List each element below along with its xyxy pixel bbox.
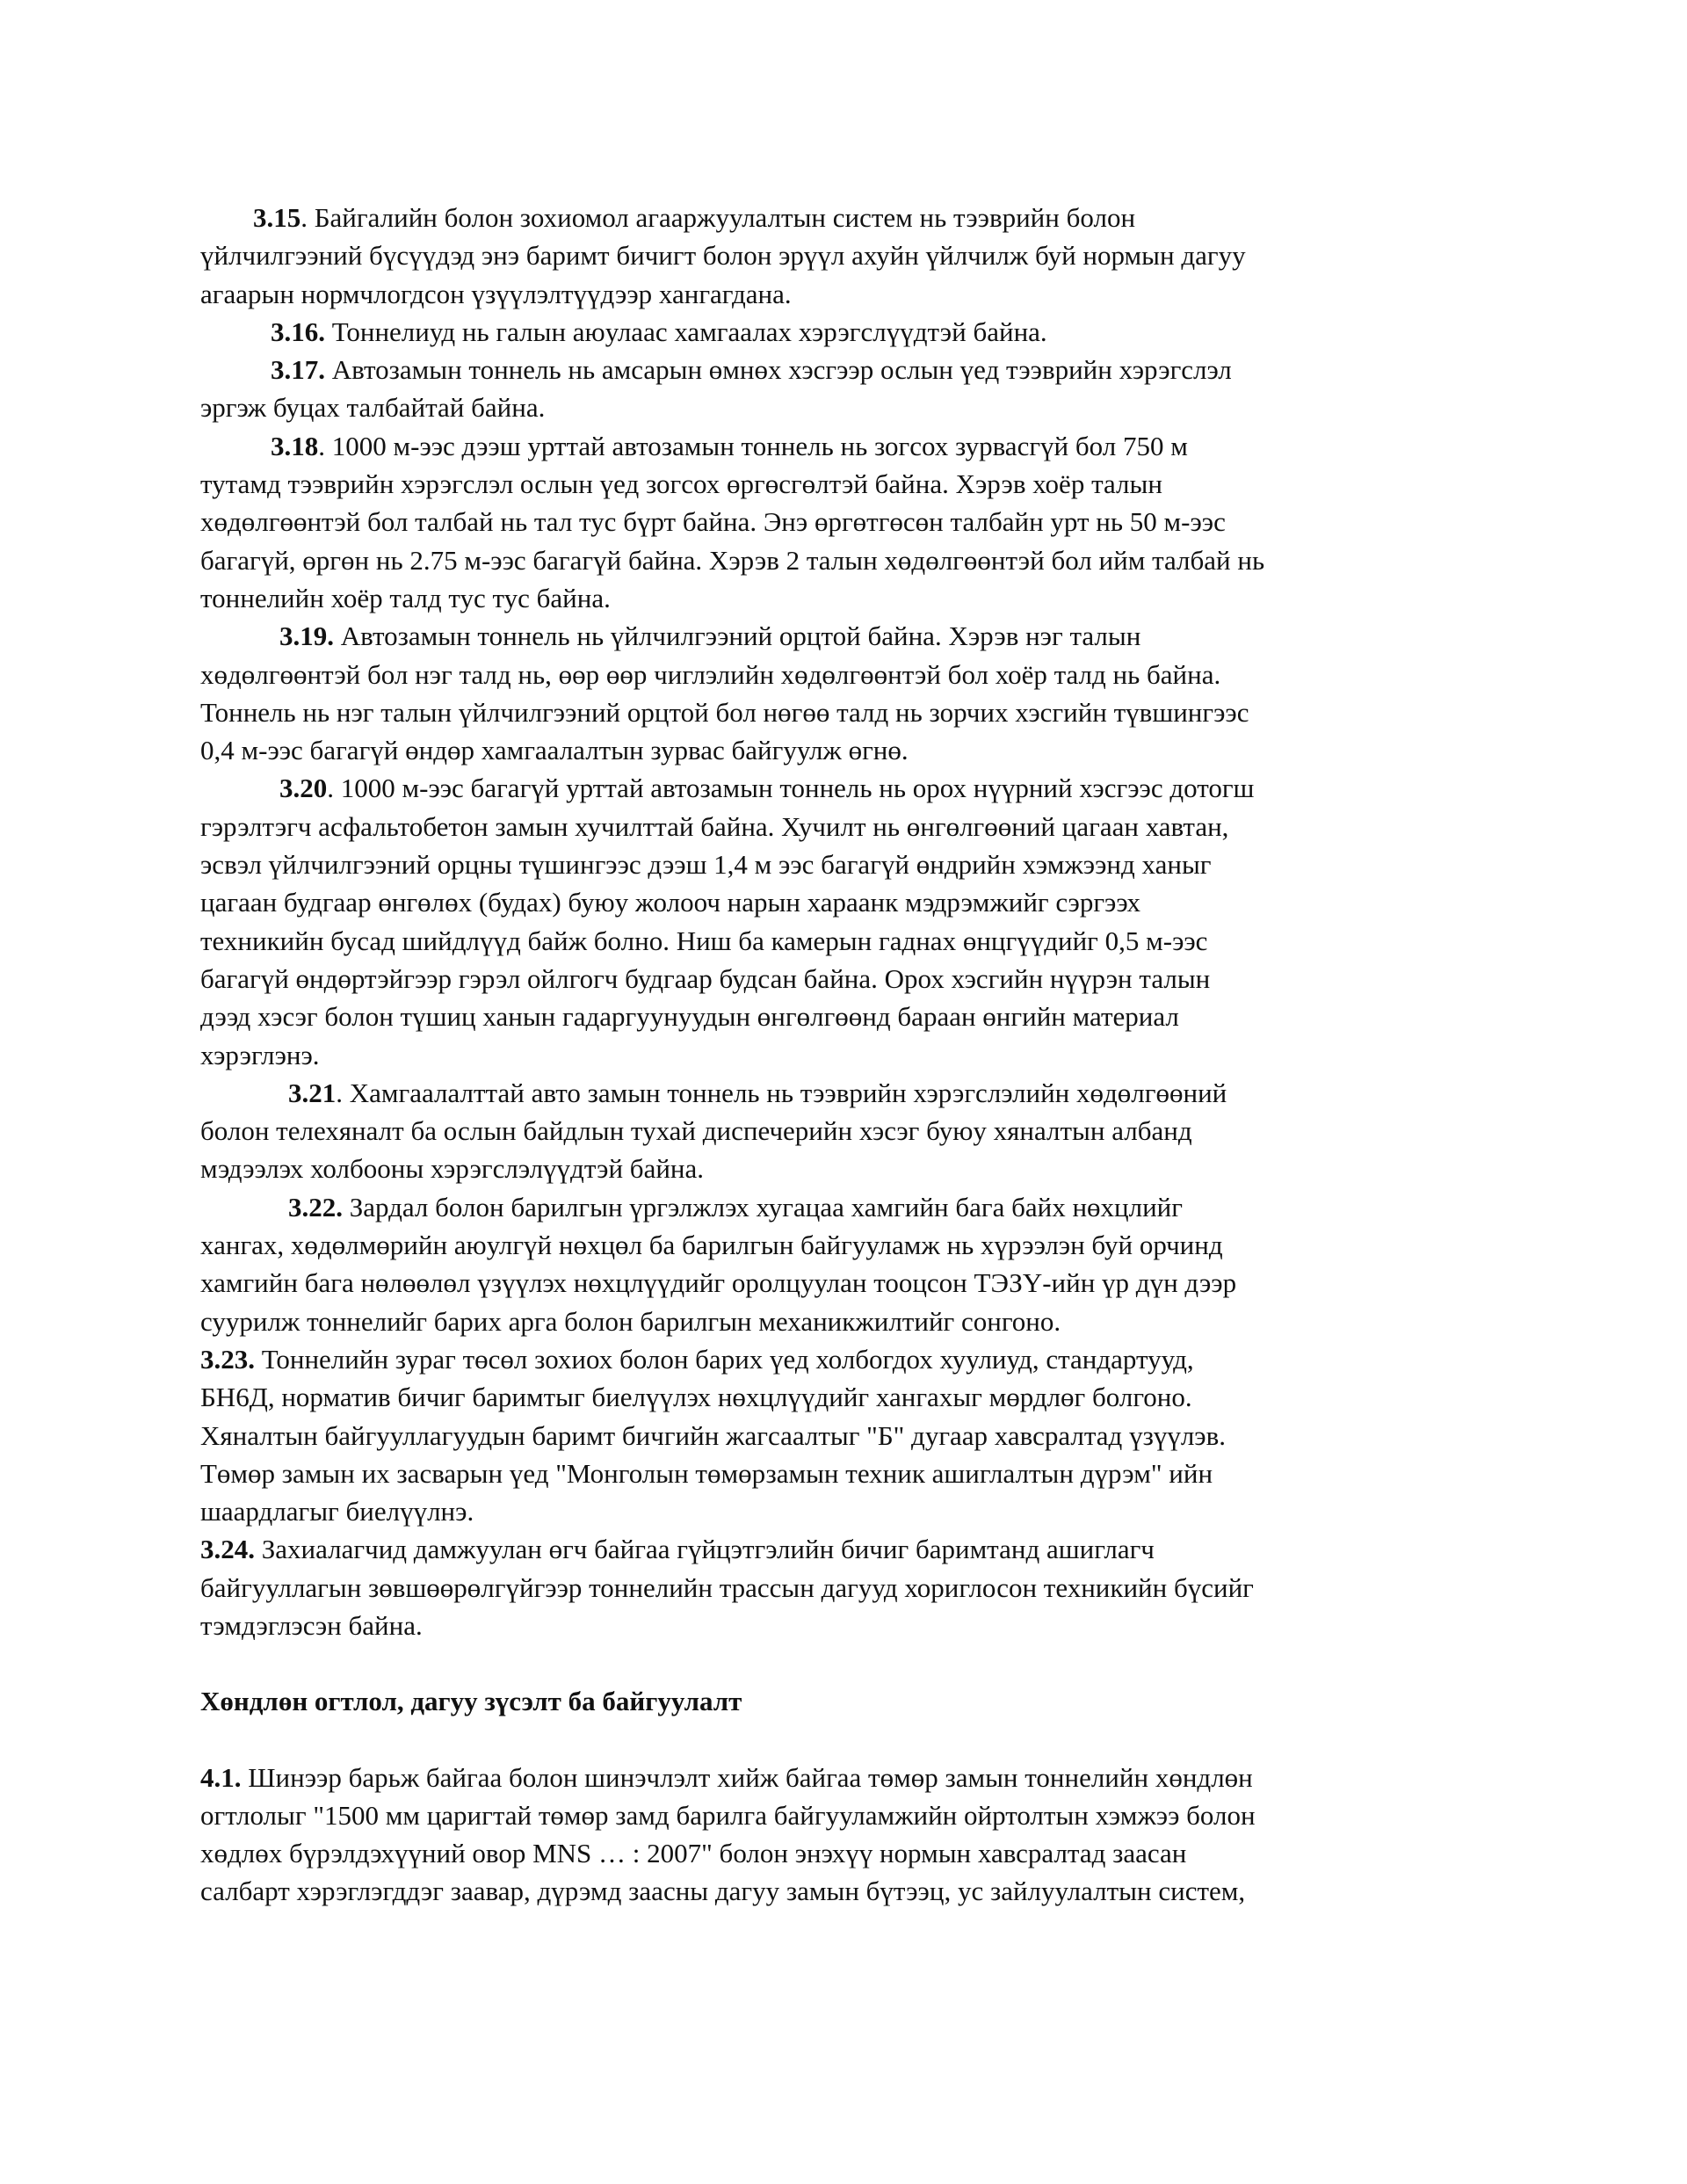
paragraph-line: багагүй өндөртэйгээр гэрэл ойлгогч будгаар будсан байна. Орох хэсгийн нүүрэн талын [200,962,1211,994]
paragraph-line: хэрэглэнэ. [200,1039,320,1070]
paragraph-3-15 [200,199,1492,313]
section-heading: Хөндлөн огтлол, дагуу зүсэлт ба байгуулалт [200,1686,742,1717]
paragraph-3-24 [200,1530,1492,1644]
paragraph-line: цагаан будгаар өнгөлөх (будах) буюу жолооч нарын хараанк мэдрэмжийг сэргээх [200,887,1140,918]
paragraph-3-23 [200,1340,1492,1530]
paragraph-line: шаардлагыг биелүүлнэ. [200,1496,474,1527]
paragraph-3-21 [200,1074,1492,1188]
paragraph-line: БН6Д, норматив бичиг баримтыг биелүүлэх нөхцлүүдийг хангахыг мөрдлөг болгоно. [200,1382,1192,1413]
paragraph-3-16 [200,313,1492,351]
paragraph-number: 3.20 [279,773,328,804]
paragraph-line: багагүй, өргөн нь 2.75 м-ээс багагүй байна. Хэрэв 2 талын хөдөлгөөнтэй бол ийм талбай нь [200,544,1265,576]
paragraph-line: болон телехяналт ба ослын байдлын тухай диспечерийн хэсэг буюу хяналтын албанд [200,1115,1192,1147]
paragraph-line: Хяналтын байгууллагуудын баримт бичгийн жагсаалтыг "Б" дугаар хавсралтад үзүүлэв. [200,1419,1226,1451]
section-3-paragraphs [200,199,1492,1644]
paragraph-4-1 [200,1759,1492,1911]
paragraph-number: 3.16. [271,316,325,347]
spacer [200,1721,1492,1759]
paragraph-line: агаарын нормчлогдсон үзүүлэлтүүдээр хангагдана. [200,278,792,309]
paragraph-line: тэмдэглэсэн байна. [200,1609,423,1641]
paragraph-line: Төмөр замын их засварын үед "Монголын төмөрзамын техник ашиглалтын дүрэм" ийн [200,1457,1213,1489]
paragraph-line: Зардал болон барилгын үргэлжлэх хугацаа хамгийн бага байх нөхцлийг [343,1191,1183,1223]
paragraph-line: Автозамын тоннель нь үйлчилгээний орцтой байна. Хэрэв нэг талын [334,620,1141,652]
paragraph-line: Автозамын тоннель нь амсарын өмнөх хэсгээр ослын үед тээврийн хэрэгслэл [325,354,1232,386]
paragraph-line: тутамд тээврийн хэрэгслэл ослын үед зогсох өргөсгөлтэй байна. Хэрэв хоёр талын [200,468,1162,500]
paragraph-number: 4.1. [200,1761,242,1793]
paragraph-line: Тоннелийн зураг төсөл зохиох болон барих үед холбогдох хуулиуд, стандартууд, [255,1343,1194,1375]
paragraph-3-20 [200,769,1492,1073]
paragraph-line: Шинээр барьж байгаа болон шинэчлэлт хийж байгаа төмөр замын тоннелийн хөндлөн [241,1761,1253,1793]
paragraph-line: мэдээлэх холбооны хэрэгслэлүүдтэй байна. [200,1153,705,1185]
paragraph-number: 3.23. [200,1343,255,1375]
paragraph-number: 3.21 [288,1077,337,1108]
paragraph-line: огтлолыг "1500 мм царигтай төмөр замд барилга байгууламжийн ойртолтын хэмжээ болон [200,1799,1256,1831]
paragraph-line: . 1000 м-ээс дээш урттай автозамын тоннель нь зогсох зурвасгүй бол 750 м [318,430,1188,461]
paragraph-number: 3.17. [271,354,325,386]
paragraph-number: 3.24. [200,1534,255,1565]
paragraph-number: 3.18 [271,430,319,461]
paragraph-line: хөдлөх бүрэлдэхүүний овор MNS … : 2007" болон энэхүү нормын хавсралтад заасан [200,1838,1187,1869]
paragraph-3-19 [200,617,1492,769]
paragraph-3-18 [200,427,1492,617]
paragraph-line: суурилж тоннелийг барих арга болон барилгын механикжилтийг сонгоно. [200,1305,1061,1337]
paragraph-line: . Байгалийн болон зохиомол агааржуулалтын систем нь тээврийн болон [300,202,1136,233]
paragraph-line: хамгийн бага нөлөөлөл үзүүлэх нөхцлүүдийг оролцуулан тооцсон ТЭЗҮ-ийн үр дүн дээр [200,1267,1237,1299]
paragraph-line: хөдөлгөөнтэй бол талбай нь тал тус бүрт байна. Энэ өргөтгөсөн талбайн урт нь 50 м-ээс [200,506,1226,538]
paragraph-line: гэрэлтэгч асфальтобетон замын хучилттай байна. Хучилт нь өнгөлгөөний цагаан хавтан, [200,810,1229,842]
paragraph-3-17 [200,351,1492,427]
paragraph-number: 3.15 [253,202,301,233]
paragraph-line: Тоннелиуд нь галын аюулаас хамгаалах хэрэгслүүдтэй байна. [325,316,1047,347]
paragraph-line: хангах, хөдөлмөрийн аюулгүй нөхцөл ба барилгын байгууламж нь хүрээлэн буй орчинд [200,1230,1223,1261]
paragraph-3-22 [200,1188,1492,1340]
paragraph-line: салбарт хэрэглэгддэг заавар, дүрэмд заасны дагуу замын бүтээц, ус зайлуулалтын систем, [200,1876,1246,1907]
paragraph-line: эргэж буцах талбайтай байна. [200,392,546,424]
paragraph-line: техникийн бусад шийдлүүд байж болно. Ниш ба камерын гаднах өнцгүүдийг 0,5 м-ээс [200,925,1208,956]
paragraph-number: 3.22. [288,1191,343,1223]
paragraph-line: 0,4 м-ээс багагүй өндөр хамгаалалтын зурвас байгуулж өгнө. [200,735,909,766]
paragraph-line: үйлчилгээний бүсүүдэд энэ баримт бичигт болон эрүүл ахуйн үйлчилж буй нормын дагуу [200,240,1246,272]
paragraph-line: . Хамгаалалттай авто замын тоннель нь тээврийн хэрэгслэлийн хөдөлгөөний [336,1077,1227,1108]
paragraph-number: 3.19. [279,620,334,652]
paragraph-line: . 1000 м-ээс багагүй урттай автозамын тоннель нь орох нүүрний хэсгээс дотогш [327,773,1255,804]
paragraph-line: хөдөлгөөнтэй бол нэг талд нь, өөр өөр чиглэлийн хөдөлгөөнтэй бол хоёр талд нь байна. [200,658,1221,690]
document-body [200,199,1492,1911]
paragraph-line: тоннелийн хоёр талд тус тус байна. [200,582,611,613]
paragraph-line: эсвэл үйлчилгээний орцны түшингээс дээш 1,4 м ээс багагүй өндрийн хэмжээнд ханыг [200,849,1212,881]
spacer [200,1644,1492,1682]
paragraph-line: Захиалагчид дамжуулан өгч байгаа гүйцэтгэлийн бичиг баримтанд ашиглагч [255,1534,1155,1565]
paragraph-line: дээд хэсэг болон түшиц ханын гадаргуунуудын өнгөлгөөнд бараан өнгийн материал [200,1001,1179,1033]
paragraph-line: байгууллагын зөвшөөрөлгүйгээр тоннелийн трассын дагууд хориглосон техникийн бүсийг [200,1571,1254,1603]
paragraph-line: Тоннель нь нэг талын үйлчилгээний орцтой бол нөгөө талд нь зорчих хэсгийн түвшингээс [200,696,1249,728]
